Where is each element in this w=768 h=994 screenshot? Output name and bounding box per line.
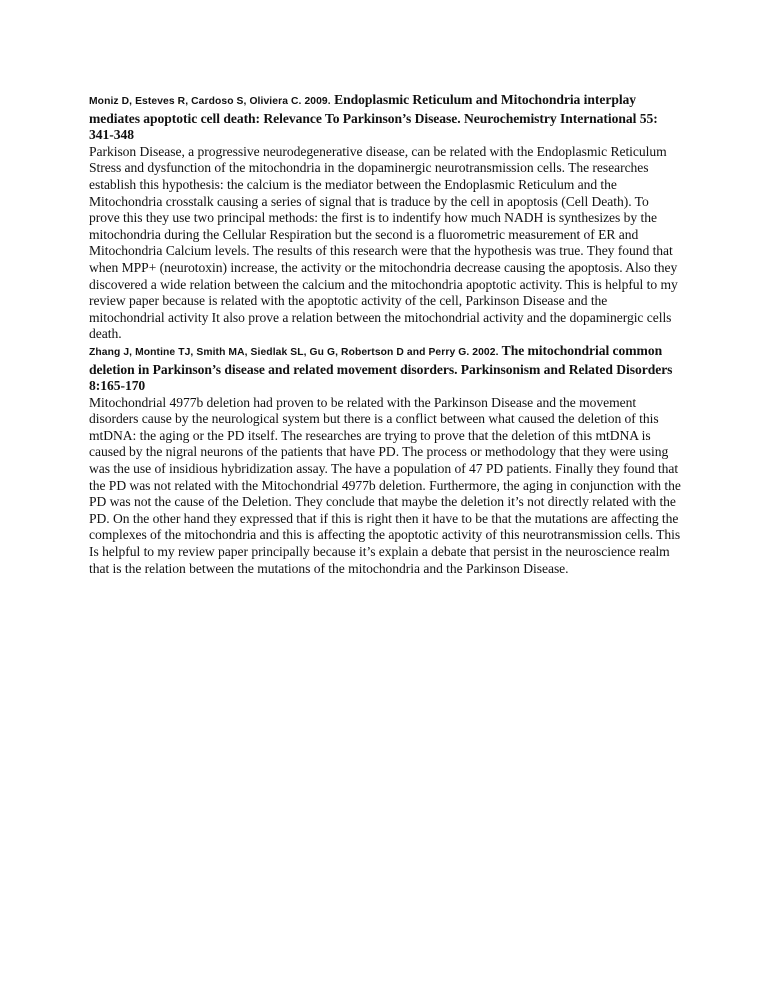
reference-entry [89, 343, 681, 577]
reference-summary: Parkison Disease, a progressive neurodegenerative disease, can be related with the Endoplasmic Reticulum Stress and dysfunction of the mitochondria in the dopaminergic neurotransmission cells. The researches establish this hypothesis: the calcium is the mediator between the Endoplasmic Reticulum and the Mitochondria crosstalk causing a series of signal that is traduce by the cell in apoptosis (Cell Death). To prove this they use two principal methods: the first is to indentify how much NADH is synthesizes by the mitochondria during the Cellular Respiration but the second is a fluorometric measurement of ER and Mitochondria Calcium levels. The results of this research were that the hypothesis was true. They found that when MPP+ (neurotoxin) increase, the activity or the mitochondria decrease causing the apoptosis. Also they discovered a wide relation between the calcium and the mitochondria apoptotic activity. This is helpful to my review paper because is related with the apoptotic activity of the cell, Parkinson Disease and the mitochondrial activity It also prove a relation between the mitochondrial activity and the dopaminergic cells death. [89, 143, 678, 342]
reference-entry [89, 92, 681, 343]
reference-citation [89, 92, 681, 144]
reference-summary: Mitochondrial 4977b deletion had proven to be related with the Parkinson Disease and the movement disorders cause by the neurological system but there is a conflict between what caused the deletion of this mtDNA: the aging or the PD itself. The researches are trying to prove that the deletion of this mtDNA is caused by the nigral neurons of the patients that have PD. The process or methodology that they were using was the use of insidious hybridization assay. The have a population of 47 PD patients. Finally they found that the PD was not related with the Mitochondrial 4977b deletion. Furthermore, the aging in conjunction with the PD was not the cause of the Deletion. They conclude that maybe the deletion it’s not directly related with the PD. On the other hand they expressed that if this is right then it have to be that the mutations are affecting the complexes of the mitochondria and this is affecting the apoptotic activity of this neurotransmission cells. This Is helpful to my review paper principally because it’s explain a debate that persist in the neuroscience realm that is the relation between the mutations of the mitochondria and the Parkinson Disease. [89, 394, 681, 576]
reference-citation [89, 343, 681, 395]
reference-authors-year: Moniz D, Esteves R, Cardoso S, Oliviera C. 2009. [89, 96, 331, 107]
reference-title-source: The mitochondrial common deletion in Parkinson’s disease and related movement disorders. Parkinsonism and Related Disorders 8:165-170 [89, 342, 673, 394]
document-body [89, 92, 681, 577]
reference-title-source: Endoplasmic Reticulum and Mitochondria interplay mediates apoptotic cell death: Relevance To Parkinson’s Disease. Neurochemistry International 55: 341-348 [89, 92, 658, 143]
reference-authors-year: Zhang J, Montine TJ, Smith MA, Siedlak SL, Gu G, Robertson D and Perry G. 2002. [89, 346, 499, 358]
